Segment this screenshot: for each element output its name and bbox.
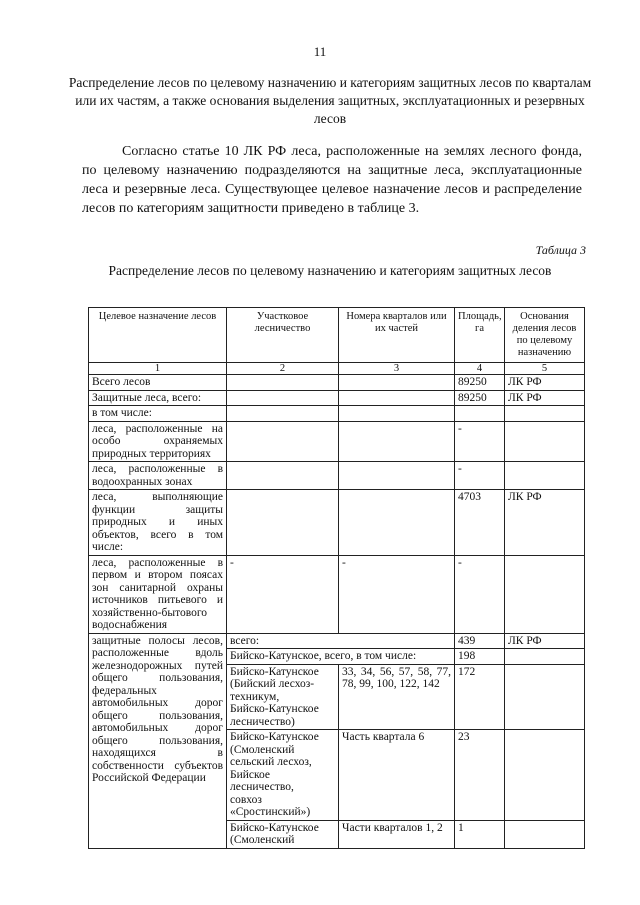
empty-cell [455, 406, 505, 422]
area-value: 198 [455, 649, 505, 665]
empty-cell [227, 406, 339, 422]
table-row [89, 490, 585, 556]
area-value: 89250 [455, 375, 505, 391]
header-basis: Основания деления лесов по целевому назначению [505, 308, 585, 363]
basis-value: ЛК РФ [505, 390, 585, 406]
row-label: леса, выполняющие функции защиты природных и иных объектов, всего в том числе: [89, 490, 227, 556]
table-title: Распределение лесов по целевому назначению и категориям защитных лесов [108, 263, 552, 278]
area-value: - [455, 462, 505, 490]
strip-total-label: всего: [227, 633, 455, 649]
area-value: - [455, 555, 505, 633]
empty-cell [227, 390, 339, 406]
col-number: 3 [339, 363, 455, 375]
table-label: Таблица 3 [535, 243, 586, 257]
row-label: защитные полосы лесов, расположенные вдоль железнодорожных путей общего пользования, федеральных автомобильных дорог общего пользования, автомобильных дорог общего пользования, находящихся в собственности субъектов Российской Федерации [89, 633, 227, 848]
empty-cell [339, 406, 455, 422]
col-number: 2 [227, 363, 339, 375]
row-label: Всего лесов [89, 375, 227, 391]
column-number-row [89, 363, 585, 375]
empty-cell [339, 462, 455, 490]
header-area: Площадь, га [455, 308, 505, 363]
quarters-value: Части кварталов 1, 2 [339, 820, 455, 848]
area-value: 4703 [455, 490, 505, 556]
area-value: 89250 [455, 390, 505, 406]
empty-cell [505, 820, 585, 848]
basis-value: ЛК РФ [505, 633, 585, 649]
forestry-value: Бийско-Катунское (Смоленский сельский лесхоз, Бийское лесничество, совхоз «Сростинский») [227, 730, 339, 821]
empty-cell [505, 664, 585, 730]
quarters-value: - [339, 555, 455, 633]
strip-subtotal-label: Бийско-Катунское, всего, в том числе: [227, 649, 455, 665]
header-quarters: Номера кварталов или их частей [339, 308, 455, 363]
table-row [89, 555, 585, 633]
area-value: 1 [455, 820, 505, 848]
body-paragraph [82, 142, 582, 218]
header-forestry: Участковое лесничество [227, 308, 339, 363]
table-header-row [89, 308, 585, 363]
forest-distribution-table [88, 307, 585, 849]
row-label: леса, расположенные в первом и втором поясах зон санитарной охраны источников питьевого и хозяйственно-бытового водоснабжения [89, 555, 227, 633]
empty-cell [505, 649, 585, 665]
table-row [89, 390, 585, 406]
row-label: Защитные леса, всего: [89, 390, 227, 406]
empty-cell [505, 406, 585, 422]
col-number: 5 [505, 363, 585, 375]
empty-cell [339, 421, 455, 462]
empty-cell [227, 421, 339, 462]
header-purpose: Целевое назначение лесов [89, 308, 227, 363]
forestry-value: Бийско-Катунское (Смоленский [227, 820, 339, 848]
quarters-value: 33, 34, 56, 57, 58, 77, 78, 99, 100, 122, 142 [339, 664, 455, 730]
area-value: 172 [455, 664, 505, 730]
row-label: леса, расположенные в водоохранных зонах [89, 462, 227, 490]
table-row [89, 406, 585, 422]
area-value: 439 [455, 633, 505, 649]
empty-cell [339, 390, 455, 406]
area-value: 23 [455, 730, 505, 821]
basis-value: ЛК РФ [505, 375, 585, 391]
page-number: 11 [313, 44, 327, 59]
empty-cell [339, 375, 455, 391]
empty-cell [339, 490, 455, 556]
section-title: Распределение лесов по целевому назначению и категориям защитных лесов по кварталам или их частям, а также основания выделения защитных, эксплуатационных и резервных лесов [68, 75, 592, 126]
paragraph-text: Согласно статье 10 ЛК РФ леса, расположенные на землях лесного фонда, по целевому назначению подразделяются на защитные леса, эксплуатационные леса и резервные леса. Существующее целевое назначение лесов и распределение лесов по категориям защитности приведено в таблице 3. [82, 144, 582, 216]
empty-cell [505, 462, 585, 490]
basis-value: ЛК РФ [505, 490, 585, 556]
empty-cell [505, 555, 585, 633]
empty-cell [227, 375, 339, 391]
row-label: в том числе: [89, 406, 227, 422]
empty-cell [505, 421, 585, 462]
table-row [89, 421, 585, 462]
table-row [89, 462, 585, 490]
col-number: 1 [89, 363, 227, 375]
table-row [89, 375, 585, 391]
quarters-value: Часть квартала 6 [339, 730, 455, 821]
area-value: - [455, 421, 505, 462]
row-label: леса, расположенные на особо охраняемых природных территориях [89, 421, 227, 462]
forestry-value: Бийско-Катунское (Бийский лесхоз-техникум, Бийско-Катунское лесничество) [227, 664, 339, 730]
table-row [89, 633, 585, 649]
empty-cell [505, 730, 585, 821]
empty-cell [227, 490, 339, 556]
empty-cell [227, 462, 339, 490]
forestry-value: - [227, 555, 339, 633]
col-number: 4 [455, 363, 505, 375]
